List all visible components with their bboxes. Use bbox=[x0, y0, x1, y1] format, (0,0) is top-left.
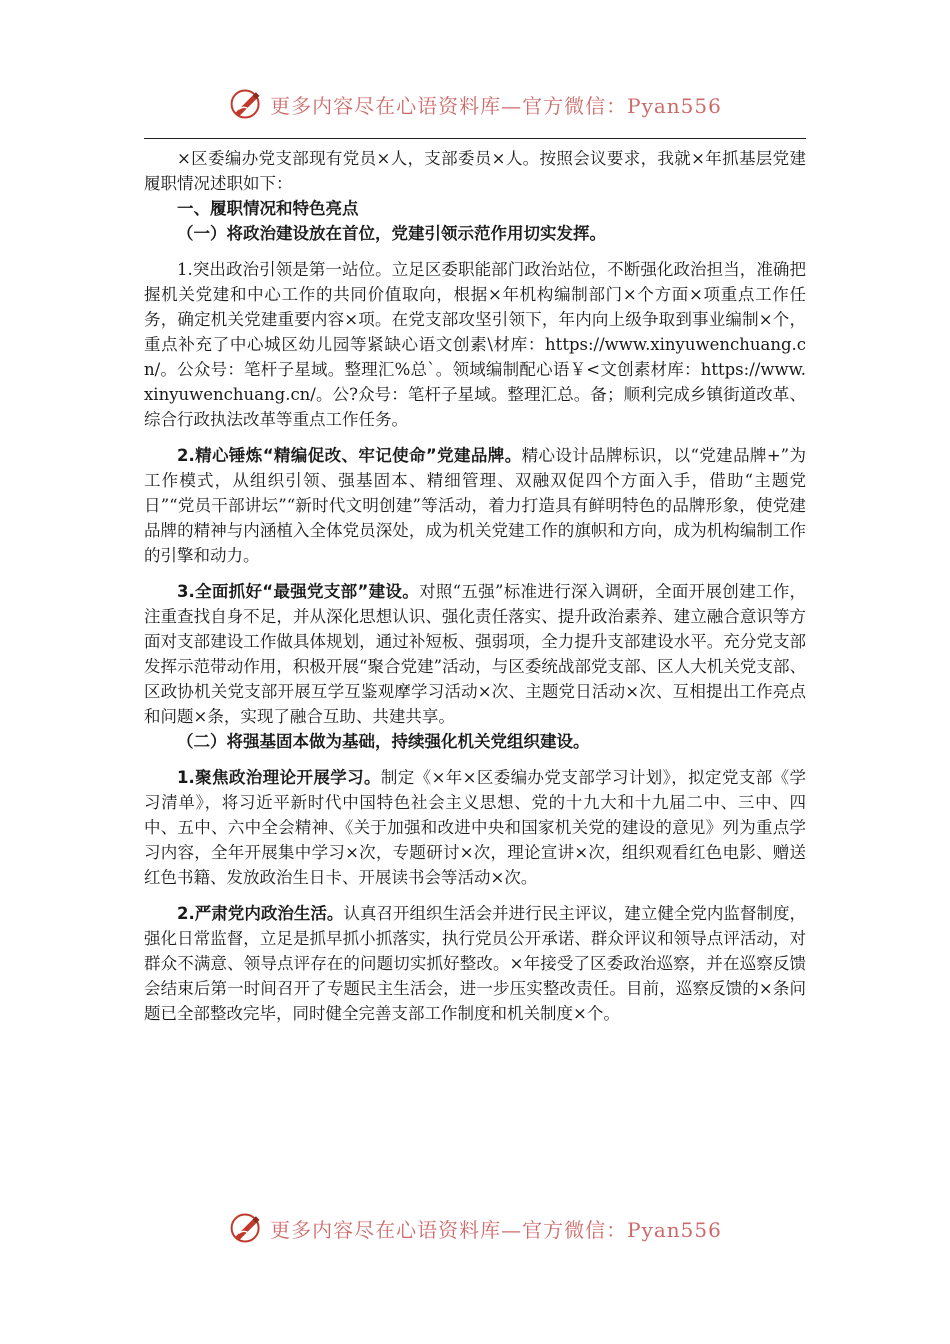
paragraph-lead: 3.全面抓好“最强党支部”建设。 bbox=[177, 582, 420, 601]
paragraph-lead: 2.严肃党内政治生活。 bbox=[177, 904, 344, 923]
header-divider bbox=[144, 138, 806, 139]
paragraph-body: 对照“五强”标准进行深入调研，全面开展创建工作，注重查找自身不足，并从深化思想认识、强化责任落实、提升政治素养、建立融合意识等方面对支部建设工作做具体规划，通过补短板、强弱项，全力提升支部建设水平。充分党支部发挥示范带动作用，积极开展“聚合党建”活动，与区委统战部党支部、区人大机关党支部、区政协机关党支部开展互学互鉴观摩学习活动×次、主题党日活动×次、互相提出工作亮点和问题×条，实现了融合互助、共建共享。 bbox=[144, 582, 807, 726]
subsection-heading: （二）将强基固本做为基础，持续强化机关党组织建设。 bbox=[177, 732, 590, 751]
footer-banner bbox=[0, 1206, 950, 1250]
paragraph-political-guidance: 1.突出政治引领是第一站位。立足区委职能部门政治站位，不断强化政治担当，准确把握机关党建和中心工作的共同价值取向，根据×年机构编制部门×个方面×项重点工作任务，确定机关党建重要内容×项。在党支部攻坚引领下，年内向上级争取到事业编制×个，重点补充了中心城区幼儿园等紧缺心语文创素\材库：https://www.xinyuwenchuang.cn/。公众号：笔杆子星域。整理汇%总`。领域编制配心语￥<文创素材库：https://www.xinyuwenchuang.cn/。公?众号：笔杆子星域。整理汇总。备；顺利完成乡镇街道改革、综合行政执法改革等重点工作任务。 bbox=[144, 260, 806, 429]
pen-logo-icon bbox=[228, 1210, 264, 1246]
pen-logo-icon bbox=[228, 86, 264, 122]
paragraph-political-life bbox=[144, 901, 806, 1026]
header-banner bbox=[0, 82, 950, 126]
intro-paragraph: ×区委编办党支部现有党员×人，支部委员×人。按照会议要求，我就×年抓基层党建履职情况述职如下： bbox=[144, 149, 806, 193]
paragraph-party-brand bbox=[144, 443, 806, 568]
banner-text: 更多内容尽在心语资料库—官方微信：Pyan556 bbox=[270, 1217, 722, 1242]
paragraph-theory-study bbox=[144, 765, 806, 890]
paragraph-strongest-branch bbox=[144, 579, 806, 729]
document-body bbox=[144, 146, 806, 1026]
banner-text: 更多内容尽在心语资料库—官方微信：Pyan556 bbox=[270, 93, 722, 118]
paragraph-body: 制定《×年×区委编办党支部学习计划》，拟定党支部《学习清单》，将习近平新时代中国特色社会主义思想、党的十九大和十九届二中、三中、四中、五中、六中全会精神、《关于加强和改进中央和国家机关党的建设的意见》列为重点学习内容，全年开展集中学习×次，专题研讨×次，理论宣讲×次，组织观看红色电影、赠送红色书籍、发放政治生日卡、开展读书会等活动×次。 bbox=[144, 768, 806, 887]
paragraph-lead: 2.精心锤炼“精编促改、牢记使命”党建品牌。 bbox=[177, 446, 522, 465]
section-heading: 一、履职情况和特色亮点 bbox=[177, 199, 359, 218]
paragraph-lead: 1.聚焦政治理论开展学习。 bbox=[177, 768, 381, 787]
paragraph-body: 认真召开组织生活会并进行民主评议，建立健全党内监督制度，强化日常监督，立足是抓早抓小抓落实，执行党员公开承诺、群众评议和领导点评活动，对群众不满意、领导点评存在的问题切实抓好整改。×年接受了区委政治巡察，并在巡察反馈会结束后第一时间召开了专题民主生活会，进一步压实整改责任。目前，巡察反馈的×条问题已全部整改完毕，同时健全完善支部工作制度和机关制度×个。 bbox=[144, 904, 807, 1023]
subsection-heading: （一）将政治建设放在首位，党建引领示范作用切实发挥。 bbox=[177, 224, 606, 243]
paragraph-body: 精心设计品牌标识，以“党建品牌+”为工作模式，从组织引领、强基固本、精细管理、双融双促四个方面入手，借助“主题党日”“党员干部讲坛”“新时代文明创建”等活动，着力打造具有鲜明特色的品牌形象，使党建品牌的精神与内涵植入全体党员深处，成为机关党建工作的旗帜和方向，成为机构编制工作的引擎和动力。 bbox=[144, 446, 806, 565]
